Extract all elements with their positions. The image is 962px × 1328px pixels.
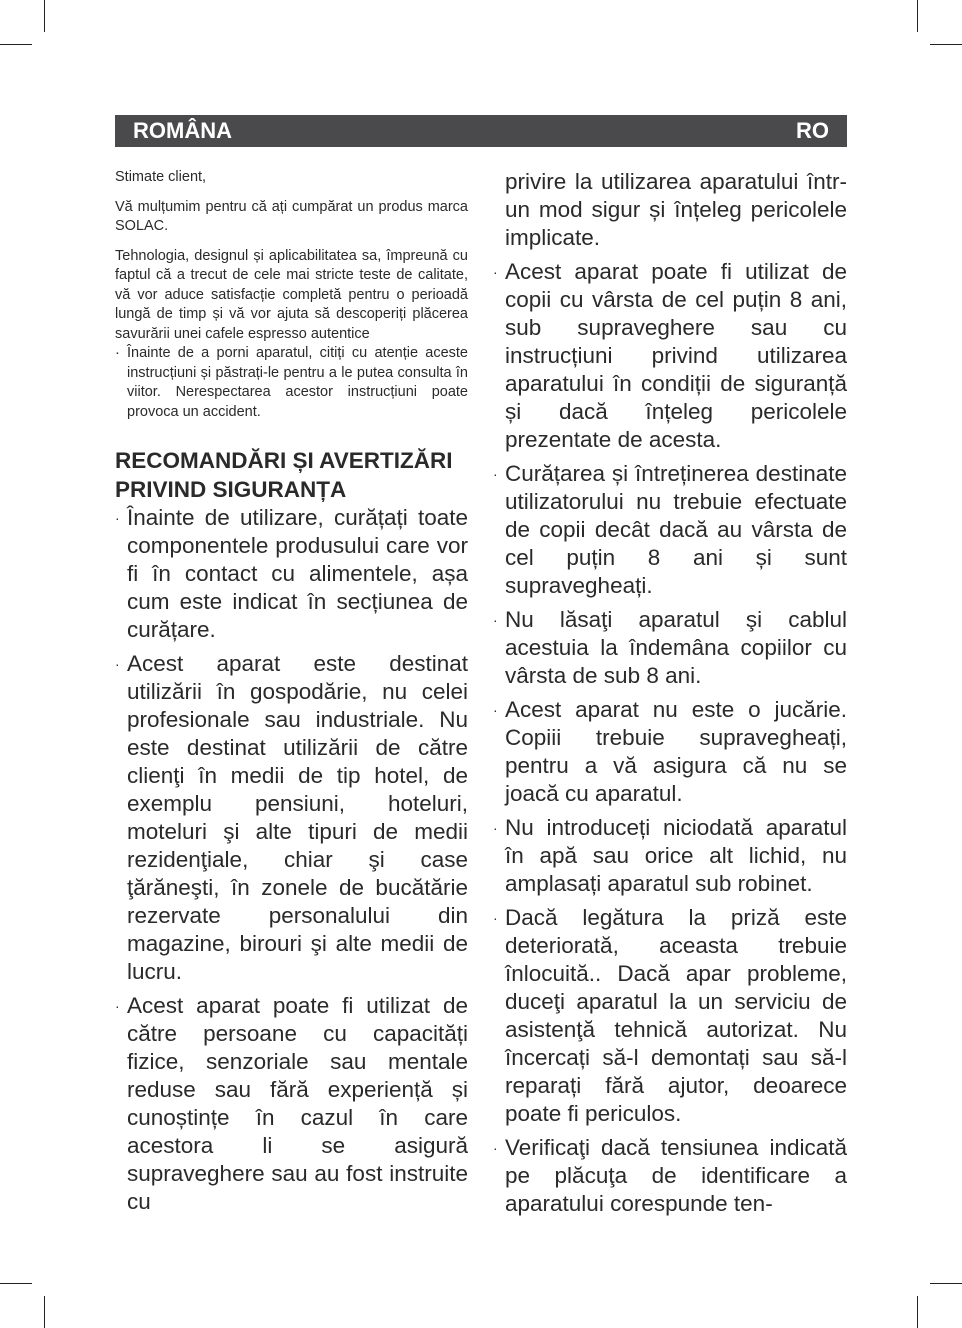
crop-mark xyxy=(930,1283,962,1284)
crop-mark xyxy=(44,1296,45,1328)
technology-paragraph: Tehnologia, designul și aplicabilitatea sa, împreună cu faptul că a trecut de cele mai stricte teste de calitate, vă vor aduce satisfacție completă pentru o perioadă lungă de timp și vă vor ajuta să descoperiți plăcerea savurării unei cafele espresso autentice xyxy=(115,247,468,342)
crop-mark xyxy=(0,44,32,45)
list-item: · Acest aparat nu este o jucărie. Copiii trebuie supravegheați, pentru a vă asigura că nu se joacă cu aparatul. xyxy=(493,696,847,808)
list-item: · Dacă legătura la priză este deteriorată, aceasta trebuie înlocuită.. Dacă apar probleme, duceţi aparatul la un serviciu de asistenţă tehnică autorizat. Nu încercați să-l demontați sau să-l reparați fără ajutor, deoarece poate fi periculos. xyxy=(493,904,847,1128)
safety-list-right xyxy=(493,168,847,1218)
right-column xyxy=(493,168,847,1224)
list-item: · Acest aparat este destinat utilizării în gospodărie, nu celei profesionale sau industriale. Nu este destinat utilizării de către clienţi în medii de tip hotel, de exemplu pensiuni, hoteluri, moteluri şi alte tipuri de medii rezidenţiale, chiar şi case ţărăneşti, în zonele de bucătărie rezervate personalului din magazine, birouri şi alte medii de lucru. xyxy=(115,650,468,986)
list-item: · Acest aparat poate fi utilizat de copii cu vârsta de cel puțin 8 ani, sub supraveghere sau cu instrucțiuni privind utilizarea aparatului în condiții de siguranță și dacă înțeleg pericolele prezentate de acesta. xyxy=(493,258,847,454)
crop-mark xyxy=(0,1283,32,1284)
list-item: · Nu lăsaţi aparatul şi cablul acestuia la îndemâna copiilor cu vârsta de sub 8 ani. xyxy=(493,606,847,690)
crop-mark xyxy=(917,0,918,32)
language-name: ROMÂNA xyxy=(133,118,232,143)
list-item: · Acest aparat poate fi utilizat de către persoane cu capacități fizice, senzoriale sau mentale reduse sau fără experiență și cunoștințe în cazul în care acestora li se asigură supraveghere sau au fost instruite cu xyxy=(115,992,468,1216)
thanks-paragraph: Vă mulțumim pentru că ați cumpărat un produs marca SOLAC. xyxy=(115,198,468,234)
list-item: · Nu introduceți niciodată aparatul în apă sau orice alt lichid, nu amplasați aparatul sub robinet. xyxy=(493,814,847,898)
language-header xyxy=(115,115,847,147)
safety-title: RECOMANDĂRI ȘI AVERTIZĂRI PRIVIND SIGURANȚA xyxy=(115,448,453,502)
list-item-continuation: privire la utilizarea aparatului într-un mod sigur și înțeleg pericolele implicate. xyxy=(505,169,847,250)
list-item: · Verificaţi dacă tensiunea indicată pe plăcuţa de identificare a aparatului corespunde ten- xyxy=(493,1134,847,1218)
left-column xyxy=(115,168,468,1222)
list-item: · Înainte de utilizare, curățați toate componentele produsului care vor fi în contact cu alimentele, așa cum este indicat în secțiunea de curățare. xyxy=(115,504,468,644)
crop-mark xyxy=(44,0,45,32)
language-code: RO xyxy=(796,118,829,143)
crop-mark xyxy=(930,44,962,45)
list-item: · Curățarea și întreținerea destinate utilizatorului nu trebuie efectuate de copii decât dacă au vârsta de cel puțin 8 ani și sunt supravegheați. xyxy=(493,460,847,600)
intro-bullet: · Înainte de a porni aparatul, citiți cu atenție aceste instrucțiuni și păstrați-le pentru a le putea consulta în viitor. Nerespectarea acestor instrucțiuni poate provoca un accident. xyxy=(115,344,468,422)
intro-list xyxy=(115,344,468,422)
intro-section xyxy=(115,168,468,422)
greeting: Stimate client, xyxy=(115,169,207,185)
crop-mark xyxy=(917,1296,918,1328)
safety-list-left xyxy=(115,504,468,1216)
